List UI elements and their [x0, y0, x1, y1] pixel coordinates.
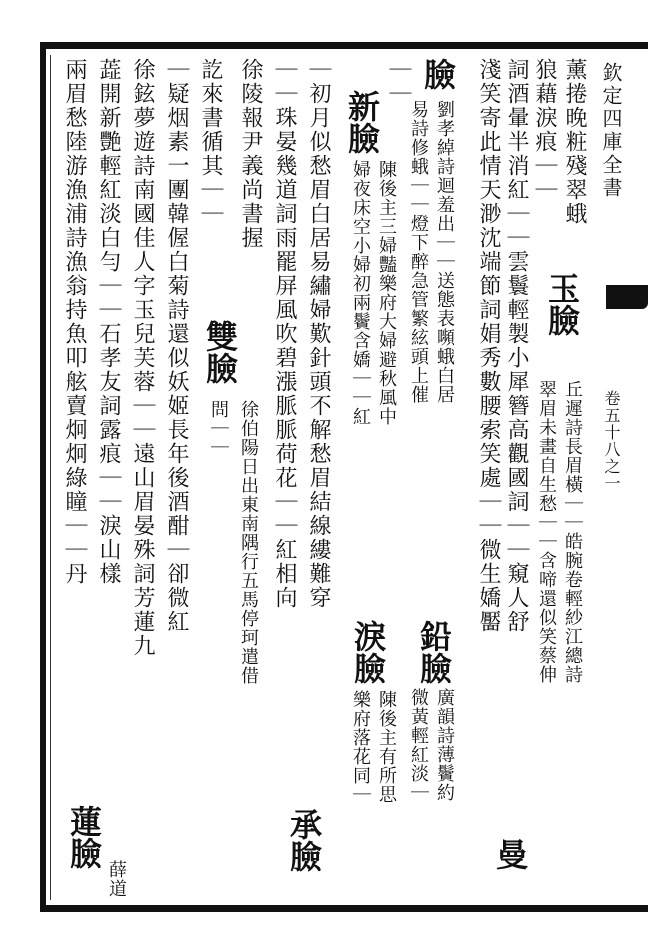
- text-column-note: 陳後主三婦豔樂府大婦避秋風中: [376, 160, 397, 426]
- frame-border-bottom: [40, 905, 648, 912]
- text-column-note: 婦夜床空小婦初兩鬢含嬌｜｜紅: [350, 160, 371, 426]
- text-column-note: 廣韻詩薄鬢約: [434, 688, 455, 802]
- text-column: 訖來書循其｜｜: [198, 58, 223, 226]
- frame-border-top: [40, 42, 648, 49]
- text-column: 狼藉淚痕｜｜: [532, 58, 557, 202]
- text-column-note: 薛道: [106, 860, 127, 898]
- heading-word: 玉臉: [543, 272, 581, 336]
- text-column: 薰捲晚粧殘翠蛾: [562, 58, 587, 226]
- heading-word: 承臉: [285, 808, 323, 872]
- text-column: ｜｜: [386, 58, 411, 106]
- running-head: 欽定四庫全書: [599, 62, 623, 200]
- text-column: ｜｜珠晏幾道詞雨罷屏風吹碧漲脈脈荷花｜｜紅相向: [272, 58, 297, 610]
- text-column: 詞酒暈半消紅｜｜雲鬟輕製小犀簪高觀國詞｜｜窺人舒: [504, 58, 529, 634]
- text-column: 蕋開新艷輕紅淡白勻｜｜石孝友詞露痕｜｜淚山樣: [96, 58, 121, 586]
- folio-label: 卷五十八之一: [602, 390, 621, 492]
- frame-border-left: [40, 42, 46, 912]
- heading-word: 臉: [419, 58, 457, 90]
- text-column: ｜初月似愁眉白居易繡婦歎針頭不解愁眉結線縷難穿: [306, 58, 331, 610]
- text-column-note: 樂府落花同｜: [350, 690, 371, 804]
- text-column-note: 易詩修蛾｜｜燈下醉急管繁絃頭上催: [408, 100, 429, 404]
- text-column-note: 問｜｜: [208, 400, 229, 457]
- heading-word: 雙臉: [201, 320, 239, 384]
- text-column: ｜疑烟素一團韓偓白菊詩還似妖姬長年後酒酣｜卻微紅: [164, 58, 189, 634]
- frame-inner-rule: [50, 55, 51, 900]
- text-column: 兩眉愁陸游漁浦詩漁翁持魚叩舷賣炯炯綠瞳｜｜丹: [62, 58, 87, 586]
- text-column-note: 陳後主有所思: [376, 690, 397, 804]
- heading-word: 淚臉: [349, 620, 387, 684]
- fishtail-mark: [606, 285, 648, 309]
- text-column-note: 丘遲詩長眉橫｜｜皓腕卷輕紗江總詩: [562, 380, 583, 684]
- text-column-note: 微黃輕紅淡｜: [408, 688, 429, 802]
- heading-word: 蓮臉: [65, 805, 103, 869]
- heading-word: 新臉: [343, 90, 381, 154]
- text-column: 淺笑寄此情天渺沈端節詞娟秀數腰索笑處｜｜微生嬌靨: [476, 58, 501, 634]
- heading-word: 曼: [491, 838, 529, 870]
- text-column-note: 徐伯陽日出東南隅行五馬停珂遣借: [238, 400, 259, 685]
- text-column-note: 劉孝綽詩迴羞出｜｜送態表嚬蛾白居: [434, 100, 455, 404]
- text-column: 徐陵報尹義尚書握: [238, 58, 263, 250]
- text-column: 徐鉉夢遊詩南國佳人字玉兒芙蓉｜｜遠山眉晏殊詞芳蓮九: [130, 58, 155, 658]
- heading-word: 鉛臉: [415, 620, 453, 684]
- text-column-note: 翠眉未畫自生愁｜｜含啼還似笑蔡伸: [536, 380, 557, 684]
